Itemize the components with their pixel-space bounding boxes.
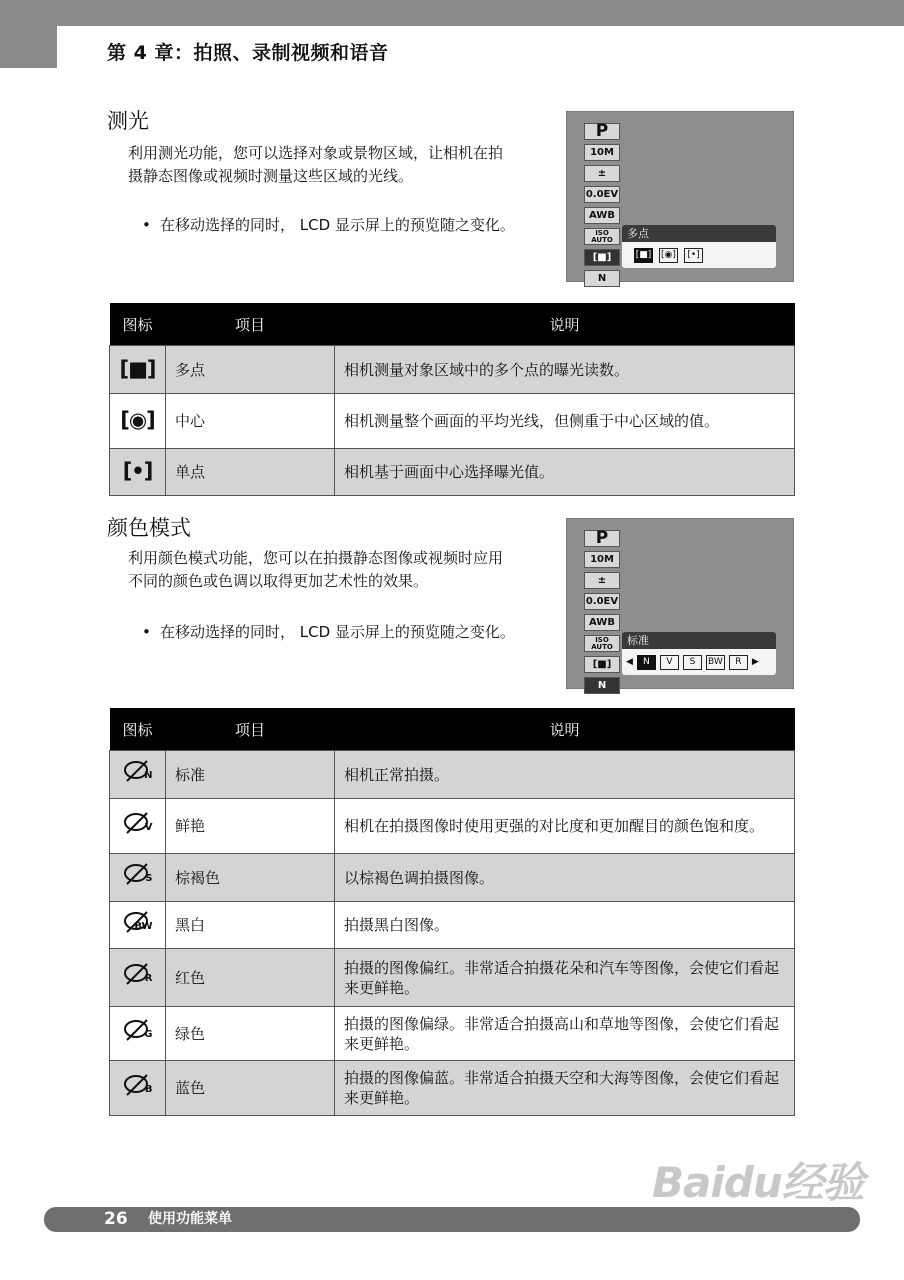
lcd-option-multi[interactable]: [■]	[634, 248, 653, 263]
color-red-icon: R	[123, 962, 153, 988]
lcd-option-standard[interactable]: N	[637, 655, 656, 670]
row-desc: 相机基于画面中心选择曝光值。	[335, 449, 795, 496]
row-desc: 以棕褐色调拍摄图像。	[335, 854, 795, 902]
metering-lcd-menu	[622, 225, 776, 268]
row-desc: 相机在拍摄图像时使用更强的对比度和更加醒目的颜色饱和度。	[335, 799, 795, 854]
metering-icon: [■]	[584, 249, 620, 266]
awb-icon: AWB	[584, 207, 620, 224]
color-mode-table	[109, 708, 795, 1116]
multi-metering-icon: [■]	[119, 356, 156, 381]
metering-bullet: • 在移动选择的同时， LCD 显示屏上的预览随之变化。	[142, 216, 515, 234]
table-row	[110, 751, 795, 799]
row-desc: 拍摄的图像偏红。非常适合拍摄花朵和汽车等图像，会使它们看起来更鲜艳。	[335, 949, 795, 1007]
row-item: 单点	[166, 449, 335, 496]
table-header-icon: 图标	[110, 708, 166, 751]
lcd-side-icons	[584, 530, 620, 698]
iso-icon: ISO AUTO	[584, 635, 620, 652]
table-row	[110, 854, 795, 902]
row-desc: 相机测量整个画面的平均光线，但侧重于中心区域的值。	[335, 394, 795, 449]
center-metering-icon: [◉]	[120, 408, 155, 432]
resolution-icon: 10M	[584, 144, 620, 161]
program-mode-icon: P	[584, 530, 620, 547]
lcd-option-spot[interactable]: [•]	[684, 248, 703, 263]
table-header-desc: 说明	[335, 708, 795, 751]
table-header-item: 项目	[166, 708, 335, 751]
row-item: 绿色	[166, 1007, 335, 1061]
awb-icon: AWB	[584, 614, 620, 631]
row-desc: 相机测量对象区域中的多个点的曝光读数。	[335, 346, 795, 394]
lcd-menu-options	[622, 649, 776, 675]
row-item: 鲜艳	[166, 799, 335, 854]
color-mode-lcd-menu	[622, 632, 776, 675]
color-mode-heading: 颜色模式	[107, 516, 191, 540]
table-row	[110, 1007, 795, 1061]
color-standard-icon: N	[123, 759, 153, 785]
table-row	[110, 1061, 795, 1116]
lcd-menu-options	[622, 242, 776, 268]
metering-description: 利用测光功能，您可以选择对象或景物区域，让相机在拍摄静态图像或视频时测量这些区域的光线。	[128, 144, 504, 185]
row-item: 黑白	[166, 902, 335, 949]
row-item: 蓝色	[166, 1061, 335, 1116]
lcd-option-bw[interactable]: BW	[706, 655, 725, 670]
quality-icon: ±	[584, 572, 620, 589]
lcd-option-sepia[interactable]: S	[683, 655, 702, 670]
row-item: 标准	[166, 751, 335, 799]
table-row	[110, 949, 795, 1007]
table-row	[110, 449, 795, 496]
color-mode-icon: N	[584, 677, 620, 694]
row-desc: 拍摄的图像偏绿。非常适合拍摄高山和草地等图像，会使它们看起来更鲜艳。	[335, 1007, 795, 1061]
metering-table	[109, 303, 795, 496]
metering-heading: 测光	[107, 109, 149, 133]
ev-icon: 0.0EV	[584, 186, 620, 203]
row-desc: 相机正常拍摄。	[335, 751, 795, 799]
lcd-side-icons	[584, 123, 620, 291]
header-bar	[0, 0, 904, 26]
metering-icon: [■]	[584, 656, 620, 673]
metering-lcd-preview	[566, 111, 794, 282]
table-header-icon: 图标	[110, 303, 166, 346]
row-item: 红色	[166, 949, 335, 1007]
table-header-item: 项目	[166, 303, 335, 346]
table-row	[110, 902, 795, 949]
quality-icon: ±	[584, 165, 620, 182]
table-header-desc: 说明	[335, 303, 795, 346]
header-tab-block	[0, 0, 57, 68]
color-sepia-icon: S	[123, 862, 153, 888]
lcd-option-vivid[interactable]: V	[660, 655, 679, 670]
iso-icon: ISO AUTO	[584, 228, 620, 245]
lcd-menu-title: 标准	[622, 632, 776, 649]
page-footer	[44, 1207, 860, 1232]
table-row	[110, 394, 795, 449]
table-row	[110, 799, 795, 854]
color-mode-bullet: • 在移动选择的同时， LCD 显示屏上的预览随之变化。	[142, 623, 515, 641]
color-green-icon: G	[123, 1018, 153, 1044]
table-row	[110, 346, 795, 394]
scroll-left-icon[interactable]: ◀	[626, 657, 633, 667]
ev-icon: 0.0EV	[584, 593, 620, 610]
program-mode-icon: P	[584, 123, 620, 140]
row-desc: 拍摄黑白图像。	[335, 902, 795, 949]
color-mode-description: 利用颜色模式功能，您可以在拍摄静态图像或视频时应用不同的颜色或色调以取得更加艺术性的效果。	[128, 549, 504, 590]
spot-metering-icon: [•]	[122, 459, 153, 483]
chapter-title: 第 4 章：拍照、录制视频和语音	[107, 42, 389, 64]
resolution-icon: 10M	[584, 551, 620, 568]
color-blue-icon: B	[123, 1073, 153, 1099]
color-mode-lcd-preview	[566, 518, 794, 689]
row-item: 棕褐色	[166, 854, 335, 902]
scroll-right-icon[interactable]: ▶	[751, 657, 759, 667]
lcd-menu-title: 多点	[622, 225, 776, 242]
page-number: 26	[104, 1209, 128, 1229]
footer-label: 使用功能菜单	[148, 1211, 232, 1227]
row-desc: 拍摄的图像偏蓝。非常适合拍摄天空和大海等图像，会使它们看起来更鲜艳。	[335, 1061, 795, 1116]
row-item: 多点	[166, 346, 335, 394]
watermark-logo: Baidu经验	[652, 1158, 864, 1207]
lcd-option-center[interactable]: [◉]	[659, 248, 678, 263]
lcd-option-red[interactable]: R	[729, 655, 748, 670]
color-mode-icon: N	[584, 270, 620, 287]
color-vivid-icon: V	[123, 811, 153, 837]
color-bw-icon: BW	[123, 910, 153, 936]
row-item: 中心	[166, 394, 335, 449]
